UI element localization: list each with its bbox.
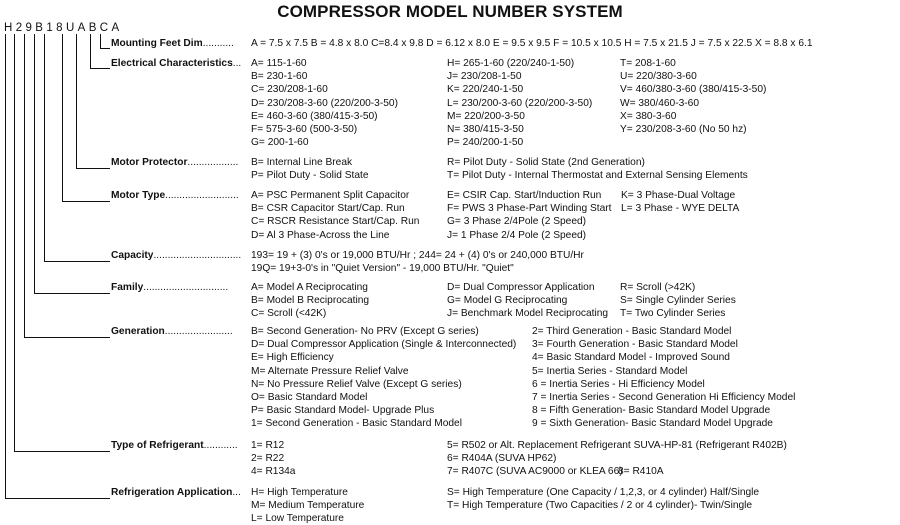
- model-number-code: H29B18UABCA: [4, 22, 123, 34]
- code-entry: B= Second Generation- No PRV (Except G series): [251, 326, 479, 337]
- code-entry: 6 = Inertia Series - Hi Efficiency Model: [532, 378, 705, 390]
- code-entry: H= 265-1-60 (220/240-1-50): [447, 58, 575, 69]
- electrical-label: Electrical Characteristics...: [111, 58, 242, 69]
- code-entry: D= 230/208-3-60 (220/200-3-50): [251, 97, 398, 109]
- code-entry: E= High Efficiency: [251, 352, 334, 364]
- code-entry: Y= 230/208-3-60 (No 50 hz): [620, 124, 747, 135]
- generation-label: Generation........................: [111, 326, 233, 337]
- code-entry: 2= R22: [251, 453, 285, 465]
- code-entry: E= CSIR Cap. Start/Induction Run: [447, 190, 602, 201]
- code-entry: B= 230-1-60: [251, 71, 308, 83]
- code-entry: U= 220/380-3-60: [620, 71, 697, 83]
- application-label: Refrigeration Application...: [111, 487, 241, 498]
- code-entry: P= Basic Standard Model- Upgrade Plus: [251, 405, 435, 417]
- code-entry: G= Model G Reciprocating: [447, 295, 568, 307]
- code-entry: 7 = Inertia Series - Second Generation Hi Efficiency Model: [532, 392, 796, 403]
- code-entry: 8 = Fifth Generation- Basic Standard Model Upgrade: [532, 405, 771, 417]
- mounting-feet-values: A = 7.5 x 7.5 B = 4.8 x 8.0 C=8.4 x 9.8 D = 6.12 x 8.0 E = 9.5 x 9.5 F = 10.5 x 10.5 H = 7.5 x 21.5 J = 7.5 x 22.5 X = 8.8 x 6.1: [251, 38, 813, 49]
- code-entry: O= Basic Standard Model: [251, 392, 368, 403]
- code-entry: K= 220/240-1-50: [447, 84, 524, 96]
- code-entry: 7= R407C (SUVA AC9000 or KLEA 66): [447, 466, 623, 478]
- code-entry: M= Medium Temperature: [251, 500, 365, 512]
- code-entry: S= High Temperature (One Capacity / 1,2,3, or 4 cylinder) Half/Single: [447, 487, 760, 498]
- code-entry: 9 = Sixth Generation- Basic Standard Model Upgrade: [532, 418, 773, 430]
- code-entry: A= 115-1-60: [251, 58, 307, 69]
- code-entry: A= PSC Permanent Split Capacitor: [251, 190, 410, 201]
- code-entry: R= Pilot Duty - Solid State (2nd Generation): [447, 157, 645, 168]
- code-entry: 1= R12: [251, 440, 285, 451]
- mounting-feet-label: Mounting Feet Dim...........: [111, 38, 234, 49]
- code-entry: C= RSCR Resistance Start/Cap. Run: [251, 216, 420, 228]
- code-entry: 2= Third Generation - Basic Standard Model: [532, 326, 732, 337]
- code-entry: C= Scroll (<42K): [251, 308, 327, 320]
- code-entry: L= Low Temperature: [251, 513, 344, 525]
- code-entry: A= Model A Reciprocating: [251, 282, 368, 293]
- code-entry: S= Single Cylinder Series: [620, 295, 736, 307]
- code-entry: X= 380-3-60: [620, 110, 677, 122]
- code-entry: J= Benchmark Model Reciprocating: [447, 308, 609, 320]
- code-entry: E= 460-3-60 (380/415-3-50): [251, 110, 378, 122]
- code-entry: B= CSR Capacitor Start/Cap. Run: [251, 203, 405, 215]
- code-entry: J= 1 Phase 2/4 Pole (2 Speed): [447, 229, 587, 241]
- refrigerant-label: Type of Refrigerant............: [111, 440, 238, 451]
- code-entry: 5= R502 or Alt. Replacement Refrigerant SUVA-HP-81 (Refrigerant R402B): [447, 440, 787, 451]
- code-entry: T= Pilot Duty - Internal Thermostat and External Sensing Elements: [447, 170, 748, 182]
- code-entry: M= Alternate Pressure Relief Valve: [251, 365, 409, 377]
- code-entry: T= 208-1-60: [620, 58, 676, 69]
- code-entry: 5= Inertia Series - Standard Model: [532, 365, 688, 377]
- code-entry: N= 380/415-3-50: [447, 124, 524, 135]
- code-entry: W= 380/460-3-60: [620, 97, 700, 109]
- code-entry: T= Two Cylinder Series: [620, 308, 726, 320]
- code-entry: F= PWS 3 Phase-Part Winding Start: [447, 203, 612, 215]
- code-entry: 19Q= 19+3-0's in "Quiet Version" - 19,000 BTU/Hr. "Quiet": [251, 263, 514, 275]
- code-entry: R= Scroll (>42K): [620, 282, 696, 293]
- code-entry: 4= Basic Standard Model - Improved Sound: [532, 352, 730, 364]
- code-entry: 3= Fourth Generation - Basic Standard Model: [532, 339, 738, 351]
- code-entry: V= 460/380-3-60 (380/415-3-50): [620, 84, 767, 96]
- code-entry: M= 220/200-3-50: [447, 110, 525, 122]
- code-entry: N= No Pressure Relief Valve (Except G series): [251, 378, 462, 390]
- code-entry: D= Al 3 Phase-Across the Line: [251, 229, 390, 241]
- code-entry: B= Model B Reciprocating: [251, 295, 370, 307]
- code-entry: L= 3 Phase - WYE DELTA: [621, 203, 740, 215]
- family-label: Family..............................: [111, 282, 229, 293]
- code-entry: G= 200-1-60: [251, 137, 309, 149]
- code-entry: T= High Temperature (Two Capacities / 2 or 4 cylinder)- Twin/Single: [447, 500, 753, 512]
- code-entry: P= Pilot Duty - Solid State: [251, 170, 369, 182]
- capacity-label: Capacity...............................: [111, 250, 242, 261]
- code-entry: H= High Temperature: [251, 487, 348, 498]
- code-entry: K= 3 Phase-Dual Voltage: [621, 190, 736, 201]
- code-entry: L= 230/200-3-60 (220/200-3-50): [447, 97, 593, 109]
- code-entry: G= 3 Phase 2/4Pole (2 Speed): [447, 216, 587, 228]
- code-entry: J= 230/208-1-50: [447, 71, 522, 83]
- code-entry: D= Dual Compressor Application (Single & Interconnected): [251, 339, 517, 351]
- code-entry: C= 230/208-1-60: [251, 84, 328, 96]
- code-entry: B= Internal Line Break: [251, 157, 353, 168]
- motor-protector-label: Motor Protector..................: [111, 157, 239, 168]
- code-entry: D= Dual Compressor Application: [447, 282, 595, 293]
- code-entry: 193= 19 + (3) 0's or 19,000 BTU/Hr ; 244= 24 + (4) 0's or 240,000 BTU/Hr: [251, 250, 584, 261]
- code-entry: P= 240/200-1-50: [447, 137, 524, 149]
- motor-type-label: Motor Type..........................: [111, 190, 239, 201]
- code-entry: F= 575-3-60 (500-3-50): [251, 124, 358, 135]
- code-entry: 4= R134a: [251, 466, 296, 478]
- page-title: COMPRESSOR MODEL NUMBER SYSTEM: [277, 2, 623, 21]
- refrigerant-r410a: 8= R410A: [618, 466, 664, 477]
- code-entry: 6= R404A (SUVA HP62): [447, 453, 557, 465]
- code-entry: 1= Second Generation - Basic Standard Model: [251, 418, 462, 430]
